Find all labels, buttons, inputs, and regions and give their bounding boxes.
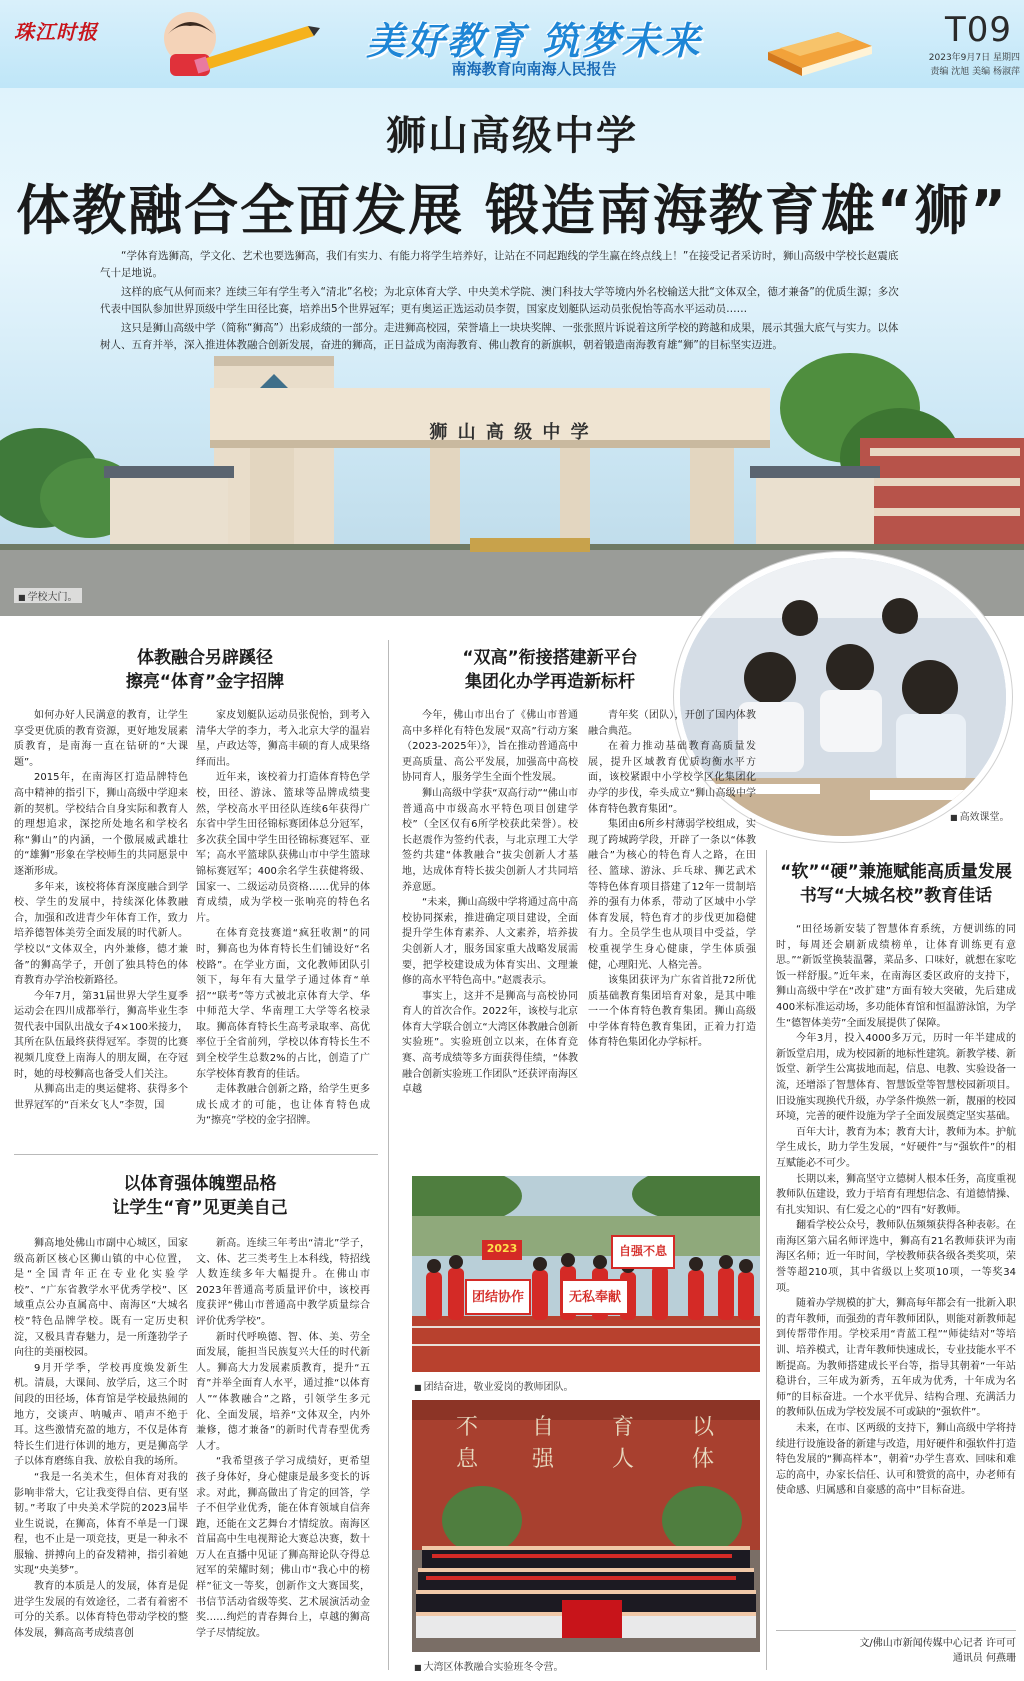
article2-title-line2: 集团化办学再造新标杆	[465, 672, 635, 692]
column-divider	[766, 850, 767, 1670]
article-paragraph: 未来，在市、区两级的支持下，狮山高级中学将持续进行设施设备的新建与改造，用好硬件和强软件打造特色发展的“狮高样本”，朝着“办学生喜欢、回味和难忘的高中，办家长信任、认可和赞赏的高中，办老师有使命感、归属感和自豪感的高中”目标奋进。	[776, 1423, 1016, 1497]
column-divider	[388, 640, 389, 1670]
article2-column1	[402, 708, 578, 1144]
article-paragraph: 事实上，这并不是狮高与高校协同育人的首次合作。2022年，该校与北京体育大学联合创立“大湾区体教融合创新实验班”。实验班创立以来，在体育竞赛、高考成绩等多方面获得佳绩，“体教融合创新实验班工作团队”还获评南海区卓越	[402, 990, 578, 1096]
masthead	[0, 0, 1024, 88]
book-icon	[760, 18, 880, 78]
banner-top: 2023	[486, 1242, 518, 1255]
article-paragraph: 新高。连续三年考出“清北”学子，文、体、艺三类考生上本科线，特招线人数连续多年大幅提升。在佛山市2023年普通高考质量评价中，该校再度获评“佛山市普通高中教学质量综合评价优秀学校”。	[196, 1238, 370, 1327]
page-headline: 体教融合全面发展 锻造南海教育雄“狮”	[16, 179, 1008, 242]
wall-chars	[412, 1410, 760, 1470]
wall-char: 人	[612, 1447, 635, 1472]
article3-title-line1: “软”“硬”兼施赋能高质量发展	[780, 862, 1012, 882]
teachers-caption: ■ 团结奋进，敬业爱岗的教师团队。	[414, 1378, 574, 1393]
article-paragraph: 青年奖（团队），开创了国内体教融合典范。	[588, 710, 756, 737]
article-paragraph: 从狮高出走的奥运健将、获得多个世界冠军的“百米女飞人”李贺，国	[14, 1084, 188, 1111]
wall-char: 体	[692, 1447, 715, 1472]
teachers-photo	[412, 1176, 760, 1372]
article-paragraph: “田径场新安装了智慧体育系统，方便训练的同时，每周还会刷新成绩榜单，让体育训练更有意思。”“新饭堂换装温馨，菜品多、口味好，就想在家吃饭一样舒服。”近年来，在南海区委区政府的支持下，狮山高级中学在“改扩建”方面有较大突破，先后建成400米标准运动场，多功能体育馆和恒温游泳馆，为学生“德智体美劳”全面发展提供了保障。	[776, 924, 1016, 1029]
article-paragraph: 多年来，该校将体育深度融合到学校、学生的发展中，持续深化体教融合，加强和改进青少年体育工作，致力培养德智体美劳全面发展的时代新人。学校以“文体双全，内外兼修，德才兼备”的狮高学子，开创了独具特色的体育教育办学治校新路径。	[14, 881, 188, 987]
article-paragraph: 在着力推动基础教育高质量发展，提升区域教育优质均衡水平方面，该校紧跟中小学校学区化集团化办学的步伐，牵头成立“狮山高级中学体育特色教育集团”。	[588, 741, 756, 815]
classroom-caption: ■ 高效课堂。	[950, 808, 1010, 823]
article4-title-line2: 让学生“育”见更美自己	[112, 1198, 288, 1218]
article-paragraph: 翻看学校公众号，教师队伍频频获得各种表彰。在南海区第六届名师评选中，狮高有21名教师获评为南海区名师；近一年时间，学校教师获各级各类奖项，荣誉等超210项，其中省级以上奖项10项，一等奖34项。	[776, 1220, 1016, 1294]
lead-paragraph: 这样的底气从何而来？连续三年有学生考入“清北”名校；为北京体育大学、中央美术学院、澳门科技大学等境内外名校输送大批“文体双全，德才兼备”的优质生源；多次代表中国队参加世界顶级中学生田径比赛，培养出5个世界冠军；更有奥运正选运动员李贺，国家皮划艇队运动员张倪怡等高水平运动员……	[100, 286, 899, 315]
article1-column2	[196, 708, 370, 1144]
article3-title-line2: 书写“大城名校”教育佳话	[799, 886, 993, 906]
gate-caption: ■ 学校大门。	[14, 588, 82, 603]
article-paragraph: “未来，狮山高级中学将通过高中高校协同探索，推进确定项目建设，全面提升学生体育素养、人文素养，培养拔尖创新人才，服务国家重大战略发展需要，把学校建设成为体育实出、文理兼修的高水平特色高中。”赵震表示。	[402, 897, 578, 987]
supplement-slogan: 美好教育 筑梦未来	[366, 19, 702, 63]
article-paragraph: 今年7月，第31届世界大学生夏季运动会在四川成都举行，狮高毕业生李贺代表中国队出战女子4×100米接力，其所在队伍最终获得冠军。李贺的比赛视频几度登上南海人的朋友圈，在夺冠时，她的母校狮高也备受人们关注。	[14, 990, 188, 1080]
issue-date: 2023年9月7日 星期四	[928, 53, 1020, 63]
article-paragraph: 新时代呼唤德、智、体、美、劳全面发展，能担当民族复兴大任的时代新人。狮高大力发展素质教育，提升“五育”并举全面育人水平，通过推“以体育人”“体教融合”之路，引领学生多元化、全面发展，培养“文体双全，内外兼修，德才兼备”的新时代青春型优秀人才。	[196, 1331, 370, 1452]
wall-char: 育	[612, 1415, 635, 1440]
wall-char: 强	[532, 1447, 555, 1472]
article-paragraph: “我希望孩子学习成绩好，更希望孩子身体好，身心健康是最多变长的诉求。对此，狮高做出了肯定的回答，学子不但学业优秀，能在体育领域自信奔跑，还能在文艺舞台才情绽放。南海区首届高中生电视辩论大赛总决赛，数十万人在直播中见证了狮高辩论队夺得总冠军的荣耀时刻；佛山市“我心中的榜样”征文一等奖，创新作文大赛国奖，书信节活动省级等奖、艺术展演活动金奖……绚烂的青春舞台上，卓越的狮高学子尽情绽放。	[196, 1456, 370, 1639]
banner-right: 无私奉献	[568, 1290, 621, 1305]
article-paragraph: 今年3月，投入4000多万元，历时一年半建成的新饭堂启用，成为校园新的地标性建筑。新教学楼、新饭堂、新学生公寓拔地而起，信息、电教、实验设备一流，还增添了智慧体育、智慧饭堂等智慧校园新项目。旧设施实现换代升级，办学条件焕然一新，靓丽的校园环境，完善的硬件设施为学子全面发展奠定坚实基础。	[776, 1033, 1016, 1123]
wall-char: 以	[692, 1415, 715, 1440]
teachers-illustration	[412, 1176, 760, 1372]
wall-char: 息	[456, 1447, 479, 1472]
article4-title-line1: 以体育强体魄塑品格	[123, 1174, 277, 1194]
article3-column	[776, 922, 1016, 1614]
school-name: 狮山高级中学	[386, 112, 638, 159]
banner-far-right: 自强不息	[618, 1244, 667, 1258]
article4-title	[40, 1172, 360, 1220]
article-paragraph: 随着办学规模的扩大，狮高每年都会有一批新入职的青年教师，而强劲的青年教师团队，则能对新教师起到传帮带作用。学校采用“青蓝工程”“师徒结对”等培训、培养模式，让青年教师快速成长，专业技能水平不断提高。为教师搭建成长平台等，指导其朝着“一年站稳讲台，三年成为新秀，五年成为优秀，十年成为名师”的目标奋进。一个水平优异、结构合理、充满活力的教师队伍成为学校发展不可或缺的“强软件”。	[776, 1298, 1016, 1419]
article-paragraph: 在体育竞技赛道“疯狂收割”的同时，狮高也为体育特长生们铺设好“名校路”。在学业方面，文化教师团队引领下，每年有大量学子通过体育“单招”“联考”等方式被北京体育大学、华中师范大学、华南理工大学等名校录取。狮高体育特长生高考录取率、高优率位于全省前列，学校以体育特长生不到全校学生总数2%的占比，创造了广东学校体育教育的佳话。	[196, 928, 370, 1080]
section-divider	[14, 1154, 378, 1155]
lead-paragraph: “学体育选狮高，学文化、艺术也要选狮高，我们有实力、有能力将学生培养好，让站在不同起跑线的学生赢在终点线上！”在接受记者采访时，狮山高级中学校长赵震底气十足地说。	[100, 250, 899, 279]
article-paragraph: “我是一名美术生，但体育对我的影响非常大，它让我变得自信、更有坚韧。”考取了中央美术学院的2023届毕业生说说，在狮高，体育不单是一门课程，也不止是一项竞技，更是一种永不服输、拼搏向上的奋发精神，指引着她实现“央美梦”。	[14, 1471, 188, 1577]
group-photo	[412, 1400, 760, 1652]
pencil-icon	[130, 6, 320, 80]
article-paragraph: 2015年，在南海区打造品牌特色高中精神的指引下，狮山高级中学迎来新的契机。学校结合自身实际和教育人的理想追求，深挖所处地名和学校名称“狮山”的内涵，一个傲展威武雄壮的“雄狮”形象在学校师生的共同愿景中逐渐形成。	[14, 772, 188, 877]
wall-char: 自	[532, 1415, 555, 1440]
article4-column1	[14, 1236, 188, 1672]
article2-title	[410, 646, 690, 694]
wall-char: 不	[456, 1415, 479, 1440]
supplement-subline: 南海教育向南海人民报告	[451, 60, 617, 78]
lead-text	[100, 248, 900, 356]
hero-section	[0, 88, 1024, 616]
page-number: T09	[945, 10, 1013, 50]
article-paragraph: 狮高地处佛山市副中心城区，国家级高新区核心区狮山镇的中心位置，是“全国青年正在专业化实验学校”、“广东省教学水平优秀学校”、区域重点公办直属高中、南海区“大城名校”特色品牌学校。既有一定历史积淀，又极具青春魅力，是一所蓬勃学子向往的美丽校园。	[14, 1238, 188, 1359]
byline-correspondent: 通讯员 何燕珊	[952, 1653, 1016, 1664]
byline-divider	[776, 1630, 1016, 1631]
banner-left: 团结协作	[471, 1290, 524, 1305]
article-paragraph: 百年大计，教育为本；教育大计，教师为本。护航学生成长，助力学生发展，“好硬件”与“强软件”的相互赋能必不可少。	[776, 1126, 1016, 1169]
article-paragraph: 今年，佛山市出台了《佛山市普通高中多样化有特色发展“双高”行动方案（2023-2025年）》，旨在推动普通高中更高质量、高公平发展，加强高中高校协同育人，服务学生全面个性发展。	[402, 710, 578, 784]
article3-title	[776, 860, 1016, 908]
article2-title-line1: “双高”衔接搭建新平台	[462, 648, 638, 668]
article1-column1	[14, 708, 188, 1144]
article-paragraph: 狮山高级中学获“双高行动”“佛山市普通高中市级高水平特色项目创建学校”（全区仅有6所学校获此荣誉）。校长赵震作为签约代表，与北京理工大学签约共建“体教融合”拔尖创新人才基地，达成体育特长拔尖创新人才共同培养意愿。	[402, 787, 578, 893]
gate-sign: 狮 山 高 级 中 学	[429, 422, 591, 443]
article-paragraph: 如何办好人民满意的教育，让学生享受更优质的教育资源，更好地发展素质教育，是南海一直在钻研的“大课题”。	[14, 710, 188, 768]
byline-reporter: 文/佛山市新闻传媒中心记者 许可可	[859, 1638, 1016, 1649]
article1-title	[60, 646, 350, 694]
article-paragraph: 走体教融合创新之路，给学生更多成长成才的可能，也让体育特色成为“擦亮”学校的金字招牌。	[196, 1084, 370, 1127]
article1-title-line2: 擦亮“体育”金字招牌	[125, 672, 285, 692]
article4-column2	[196, 1236, 370, 1672]
byline	[776, 1636, 1016, 1666]
article-paragraph: 近年来，该校着力打造体育特色学校，田径、游泳、篮球等品牌成绩斐然，学校高水平田径队连续6年获得广东省中学生田径锦标赛团体总分冠军，多次获全国中学生田径锦标赛冠军、亚军；高水平篮球队获佛山市中学生篮球锦标赛冠军；400余名学生获健将级、国家一、二级运动员资格……优异的体育成绩，成为学校一张响亮的特色名片。	[196, 772, 370, 924]
article-paragraph: 教育的本质是人的发展，体育是促进学生发展的有效途径，二者有着密不可分的关系。以体育特色带动学校的整体发展，狮高高考成绩喜创	[14, 1581, 188, 1639]
paper-logo: 珠江时报	[14, 20, 98, 44]
article-paragraph: 集团由6所乡村薄弱学校组成，实现了跨城跨学段，开辟了一条以“体教融合”为核心的特色育人之路，在田径、篮球、游泳、乒乓球、狮艺武术等特色体育项目搭建了12年一贯制培养的强有力体系，带动了区域中小学体育发展，特色育才的步伐更加稳健有力。全员学生也从项目中受益，学校重视学生身心健康，学生体质强健，心理阳光、人格完善。	[588, 819, 756, 971]
article-paragraph: 该集团获评为广东省首批72所优质基础教育集团培育对象，是其中唯一一个体育特色教育集团。狮山高级中学体育特色教育集团，正着力打造体育特色集团化办学标杆。	[588, 975, 756, 1049]
editors-line: 责编 沈旭 美编 杨淑萍	[930, 67, 1020, 77]
article2-column2	[588, 708, 756, 1144]
lead-paragraph: 这只是狮山高级中学（简称“狮高”）出彩成绩的一部分。走进狮高校园，荣誉墙上一块块奖牌、一张张照片诉说着这所学校的跨越和成果，展示其强大底气与实力。以体树人、五育并举，深入推进体教融合创新发展，奋进的狮高，正日益成为南海教育、佛山教育的新旗帜，朝着锻造南海教育雄“狮”的目标坚实迈进。	[100, 322, 899, 351]
article1-title-line1: 体教融合另辟蹊径	[137, 648, 273, 668]
article-paragraph: 家皮划艇队运动员张倪怡，到考入清华大学的李力，考入北京大学的温岩星，卢政达等，狮高丰硕的育人成果络绎而出。	[196, 710, 370, 768]
article-paragraph: 9月开学季，学校再度焕发新生机。清晨，大课间、放学后，这三个时间段的田径场，体育馆是学校最热闹的地方，交谈声、呐喊声、哨声不绝于耳。这些激情充盈的地方，不仅是体育特长生们进行体训的地方，更是狮高学子以体育磨练自我、放松自我的场所。	[14, 1362, 188, 1468]
group-caption: ■ 大湾区体教融合实验班冬令营。	[414, 1658, 564, 1673]
article-paragraph: 长期以来，狮高坚守立德树人根本任务，高度重视教师队伍建设，致力于培育有理想信念、有道德情操、有扎实知识、有仁爱之心的“四有”好教师。	[776, 1173, 1016, 1216]
